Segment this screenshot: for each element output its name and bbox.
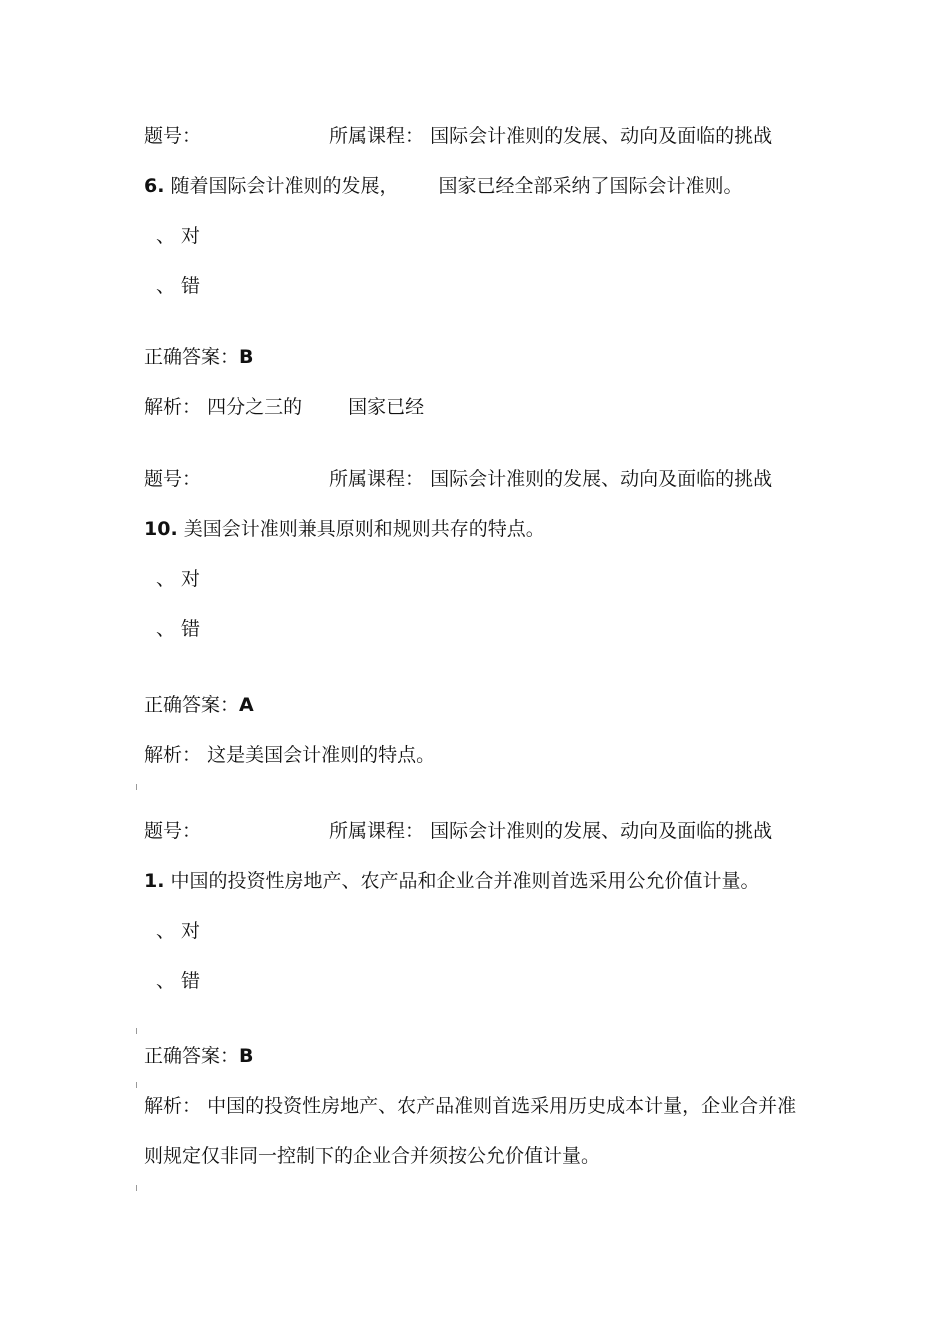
correct-answer bbox=[144, 693, 254, 717]
course-label: 所属课程： bbox=[329, 468, 425, 490]
answer-value: B bbox=[239, 346, 254, 368]
option-a[interactable]: 、 对 bbox=[156, 568, 201, 590]
question-number-label: 题号： bbox=[144, 125, 202, 147]
question-stem bbox=[144, 174, 743, 198]
option-a[interactable]: 、 对 bbox=[156, 225, 201, 247]
question-number-label: 题号： bbox=[144, 820, 202, 842]
course-name: 国际会计准则的发展、动向及面临的挑战 bbox=[430, 125, 773, 147]
question-stem-part-b: 国家已经全部采纳了国际会计准则。 bbox=[438, 175, 743, 197]
question-number-label: 题号： bbox=[144, 468, 202, 490]
analysis-part-a: 四分之三的 bbox=[207, 396, 303, 418]
question-header bbox=[144, 819, 772, 843]
analysis-line-2: 则规定仅非同一控制下的企业合并须按公允价值计量。 bbox=[144, 1145, 601, 1167]
question-stem-text: 美国会计准则兼具原则和规则共存的特点。 bbox=[183, 518, 545, 540]
correct-answer bbox=[144, 1044, 254, 1068]
question-number: 6. bbox=[144, 175, 165, 197]
analysis-part-b: 国家已经 bbox=[348, 396, 425, 418]
question-stem bbox=[144, 869, 760, 893]
option-b[interactable]: 、 错 bbox=[156, 275, 201, 297]
analysis bbox=[144, 395, 424, 419]
answer-label: 正确答案： bbox=[144, 694, 240, 716]
correct-answer bbox=[144, 345, 254, 369]
margin-tick bbox=[136, 1082, 137, 1088]
margin-tick bbox=[136, 784, 137, 790]
analysis-text: 这是美国会计准则的特点。 bbox=[207, 744, 436, 766]
answer-label: 正确答案： bbox=[144, 346, 240, 368]
option-b[interactable]: 、 错 bbox=[156, 970, 201, 992]
course-label: 所属课程： bbox=[329, 820, 425, 842]
option-a[interactable]: 、 对 bbox=[156, 920, 201, 942]
analysis-line-1: 中国的投资性房地产、农产品准则首选采用历史成本计量，企业合并准 bbox=[207, 1095, 797, 1117]
question-stem bbox=[144, 517, 545, 541]
question-header bbox=[144, 467, 772, 491]
analysis bbox=[144, 1094, 796, 1118]
question-number: 1. bbox=[144, 870, 165, 892]
answer-label: 正确答案： bbox=[144, 1045, 240, 1067]
question-header bbox=[144, 124, 772, 148]
answer-value: B bbox=[239, 1045, 254, 1067]
question-number: 10. bbox=[144, 518, 178, 540]
answer-value: A bbox=[239, 694, 254, 716]
margin-tick bbox=[136, 1185, 137, 1191]
question-stem-part-a: 随着国际会计准则的发展， bbox=[170, 175, 399, 197]
course-name: 国际会计准则的发展、动向及面临的挑战 bbox=[430, 820, 773, 842]
analysis-label: 解析： bbox=[144, 396, 202, 418]
course-name: 国际会计准则的发展、动向及面临的挑战 bbox=[430, 468, 773, 490]
margin-tick bbox=[136, 1028, 137, 1034]
course-label: 所属课程： bbox=[329, 125, 425, 147]
analysis-label: 解析： bbox=[144, 744, 202, 766]
analysis-label: 解析： bbox=[144, 1095, 202, 1117]
option-b[interactable]: 、 错 bbox=[156, 618, 201, 640]
analysis bbox=[144, 743, 435, 767]
question-stem-text: 中国的投资性房地产、农产品和企业合并准则首选采用公允价值计量。 bbox=[170, 870, 760, 892]
